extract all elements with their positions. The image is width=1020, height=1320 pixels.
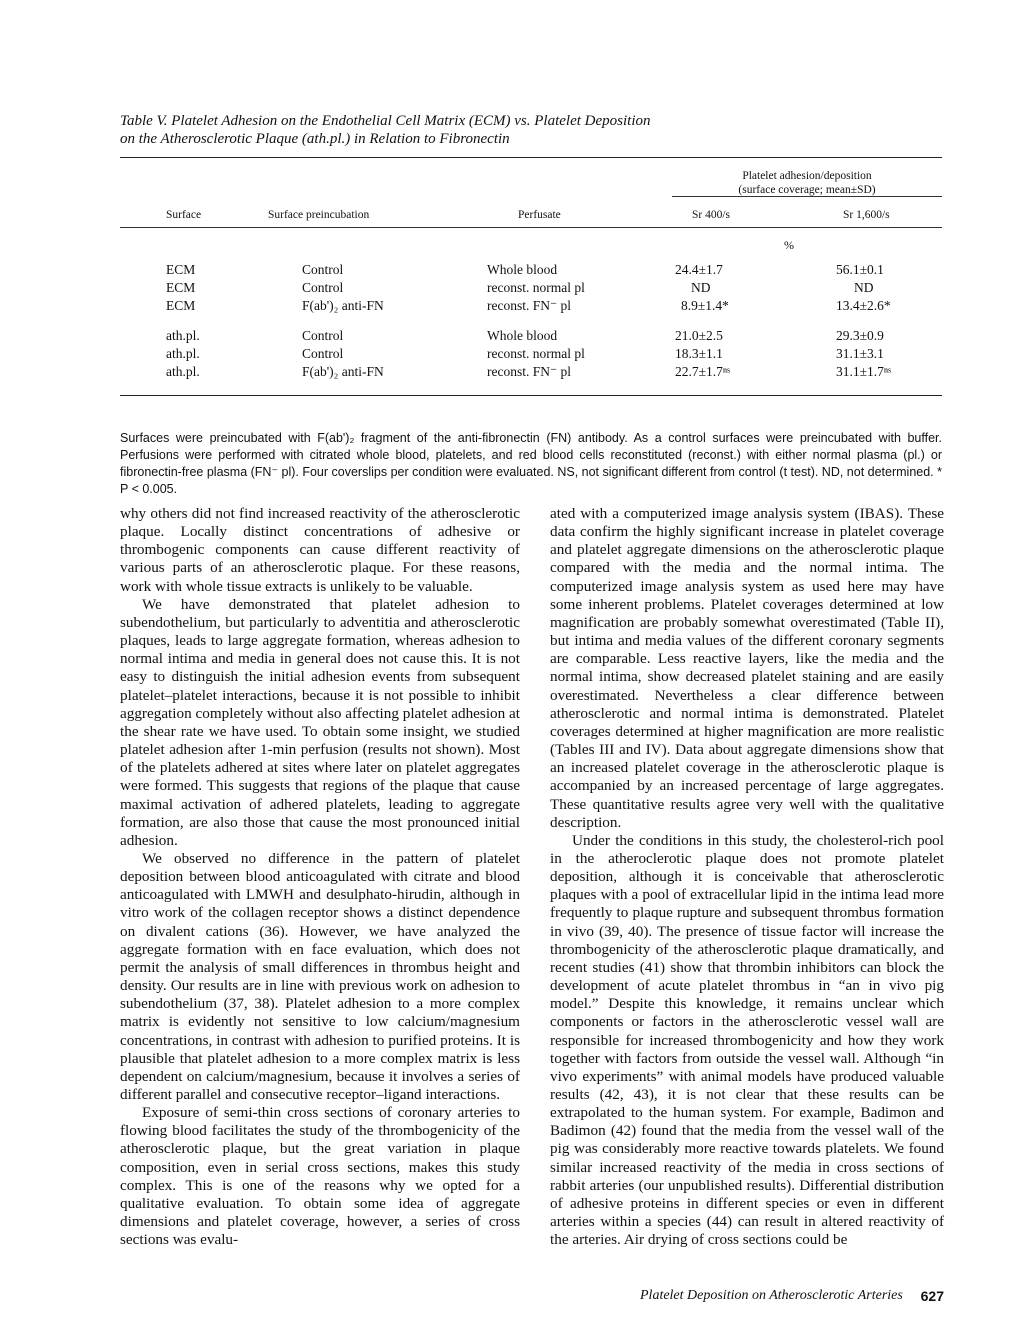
body-right-column: [550, 505, 944, 1249]
cell-surface: ath.pl.: [166, 346, 200, 361]
cell-surface: ECM: [166, 280, 196, 295]
header-sr400: Sr 400/s: [692, 209, 731, 221]
cell-surface: ath.pl.: [166, 364, 200, 379]
paragraph: We have demonstrated that platelet adhesion to subendothelium, but particularly to adventitia and atherosclerotic plaques, leads to large aggregate formation, whereas adhesion to normal intima and media in general does not cause this. It is not easy to distinguish the initial adhesion events from subsequent platelet–platelet interactions, because it is not possible to inhibit aggregation completely without also affecting platelet adhesion at the shear rate we have used. To obtain some insight, we studied platelet adhesion after 1-min perfusion (results not shown). Most of the platelets adhered at sites where later on platelet aggregates were formed. This suggests that regions of the plaque that cause maximal activation of adhered platelets, leading to aggregate formation, are also those that cause the most pronounced initial adhesion.: [120, 595, 520, 849]
cell-sr1600: 29.3±0.9: [836, 328, 884, 343]
paragraph: Exposure of semi-thin cross sections of coronary arteries to flowing blood facilitates the study of the thrombogenicity of the atherosclerotic plaque, but the great variation in plaque composition, even in serial cross sections, makes this study complex. This is one of the reasons why we opted for a qualitative evaluation. To obtain some idea of aggregate dimensions and platelet coverage, however, a series of cross sections was evalu-: [120, 1104, 520, 1249]
cell-sr400: 22.7±1.7ⁿˢ: [675, 364, 731, 379]
cell-sr400: 8.9±1.4*: [681, 298, 729, 313]
table-title-line-2: on the Atherosclerotic Plaque (ath.pl.) in Relation to Fibronectin: [120, 131, 510, 147]
paragraph: Under the conditions in this study, the cholesterol-rich pool in the atheroclerotic plaque does not promote platelet deposition, although it is conceivable that atherosclerotic plaques with a pool of extracellular lipid in the intima lead more frequently to plaque rupture and subsequent thrombus formation in vivo (39, 40). The presence of tissue factor will increase the thrombogenicity of the atherosclerotic plaque dramatically, and recent studies (41) show that thrombin inhibitors can block the development of acute platelet thrombus in “an in vivo pig model.” Despite this knowledge, it remains unclear which components or factors in the atherosclerotic vessel wall are responsible for increased thrombogenicity and how they work together with factors from outside the vessel wall. Although “in vivo experiments” with animal models have produced valuable results (42, 43), it is not clear that these results can be extrapolated to the human system. For example, Badimon and Badimon (42) found that the media from the vessel wall of the pig was considerably more reactive towards platelets. We found similar increased reactivity of the media in cross sections of rabbit arteries (our unpublished results). Differential distribution of adhesive proteins in different species or even in different arteries within a species (44) can result in altered reactivity of the arteries. Air drying of cross sections could be: [550, 831, 944, 1249]
cell-sr400: 21.0±2.5: [675, 328, 723, 343]
table-title: [120, 112, 920, 148]
cell-sr400: ND: [691, 280, 711, 295]
unit-label: %: [784, 238, 794, 252]
table-top-rule: [120, 157, 942, 158]
cell-sr1600: 56.1±0.1: [836, 262, 884, 277]
header-surface: Surface: [166, 209, 202, 221]
cell-surface: ECM: [166, 262, 196, 277]
cell-preincubation: Control: [302, 346, 344, 361]
group-header-line-1: Platelet adhesion/deposition: [742, 170, 872, 182]
table-title-line-1: Table V. Platelet Adhesion on the Endothelial Cell Matrix (ECM) vs. Platelet Deposition: [120, 113, 651, 129]
running-title: Platelet Deposition on Atherosclerotic Arteries: [640, 1288, 903, 1303]
cell-preincubation: Control: [302, 262, 344, 277]
cell-sr400: 24.4±1.7: [675, 262, 723, 277]
cell-perfusate: reconst. FN⁻ pl: [487, 298, 571, 313]
cell-preincubation: Control: [302, 280, 344, 295]
paragraph: ated with a computerized image analysis system (IBAS). These data confirm the highly significant increase in platelet coverage and platelet aggregate dimensions on the atherosclerotic plaque compared with the media and the normal intima. The computerized image analysis system as used here may have some inherent problems. Platelet coverages determined at low magnification are probably somewhat overestimated (Table II), but intima and media values of the different coronary segments are comparable. Less reactive layers, like the media and the normal intima, show decreased platelet staining and are easily overestimated. Nevertheless a clear difference between atherosclerotic and normal intima is demonstrated. Platelet coverages determined at higher magnification are more realistic (Tables III and IV). Data about aggregate dimensions show that an increased platelet coverage in the atherosclerotic plaque is accompanied by an increased percentage of large aggregates. These quantitative results agree very well with the qualitative description.: [550, 505, 944, 831]
body-left-column: [120, 505, 520, 1249]
cell-preincubation: Control: [302, 328, 344, 343]
group-header: [672, 169, 942, 197]
cell-sr1600: 31.1±3.1: [836, 346, 884, 361]
cell-sr1600: ND: [854, 280, 874, 295]
group-header-line-2: (surface coverage; mean±SD): [738, 184, 876, 196]
cell-perfusate: reconst. normal pl: [487, 346, 585, 361]
cell-preincubation: F(ab')₂ anti-FN: [302, 298, 384, 313]
cell-perfusate: reconst. normal pl: [487, 280, 585, 295]
header-bottom-rule: [120, 227, 942, 228]
page-number: 627: [920, 1288, 944, 1304]
cell-perfusate: Whole blood: [487, 328, 558, 343]
cell-preincubation: F(ab')₂ anti-FN: [302, 364, 384, 379]
paragraph: We observed no difference in the pattern of platelet deposition between blood anticoagulated with citrate and blood anticoagulated with LMWH and desulphato-hirudin, although in vitro work of the collagen receptor shows a distinct dependence on divalent cations (36). However, we have analyzed the aggregate formation with en face evaluation, which does not permit the analysis of small differences in thrombus height and density. Our results are in line with previous work on adhesion to subendothelium (37, 38). Platelet adhesion to a more complex matrix is evidently not sensitive to low calcium/magnesium concentrations, in contrast with adhesion to purified proteins. It is plausible that platelet adhesion to a more complex matrix is less dependent on calcium/magnesium, because it involves a series of different parallel and consecutive receptor–ligand interactions.: [120, 849, 520, 1103]
header-sr1600: Sr 1,600/s: [843, 209, 890, 221]
header-surface-preincubation: Surface preincubation: [268, 209, 370, 221]
paragraph: why others did not find increased reactivity of the atherosclerotic plaque. Locally distinct concentrations of adhesive or thrombogenic components can cause different reactivity of various parts of an atherosclerotic plaque. For these reasons, work with whole tissue extracts is unlikely to be valuable.: [120, 505, 520, 595]
cell-sr400: 18.3±1.1: [675, 346, 723, 361]
table-bottom-rule: [120, 395, 942, 396]
cell-sr1600: 13.4±2.6*: [836, 298, 891, 313]
table-footnote: Surfaces were preincubated with F(ab')₂ fragment of the anti-fibronectin (FN) antibody. As a control surfaces were preincubated with buffer. Perfusions were performed with citrated whole blood, platelets, and red blood cells reconstituted (reconst.) with either normal plasma (pl.) or fibronectin-free plasma (FN⁻ pl). Four coverslips per condition were evaluated. NS, not significant different from control (t test). ND, not determined. * P < 0.005.: [120, 431, 942, 496]
header-perfusate: Perfusate: [518, 209, 561, 221]
cell-surface: ECM: [166, 298, 196, 313]
cell-perfusate: Whole blood: [487, 262, 558, 277]
cell-surface: ath.pl.: [166, 328, 200, 343]
cell-sr1600: 31.1±1.7ⁿˢ: [836, 364, 892, 379]
cell-perfusate: reconst. FN⁻ pl: [487, 364, 571, 379]
